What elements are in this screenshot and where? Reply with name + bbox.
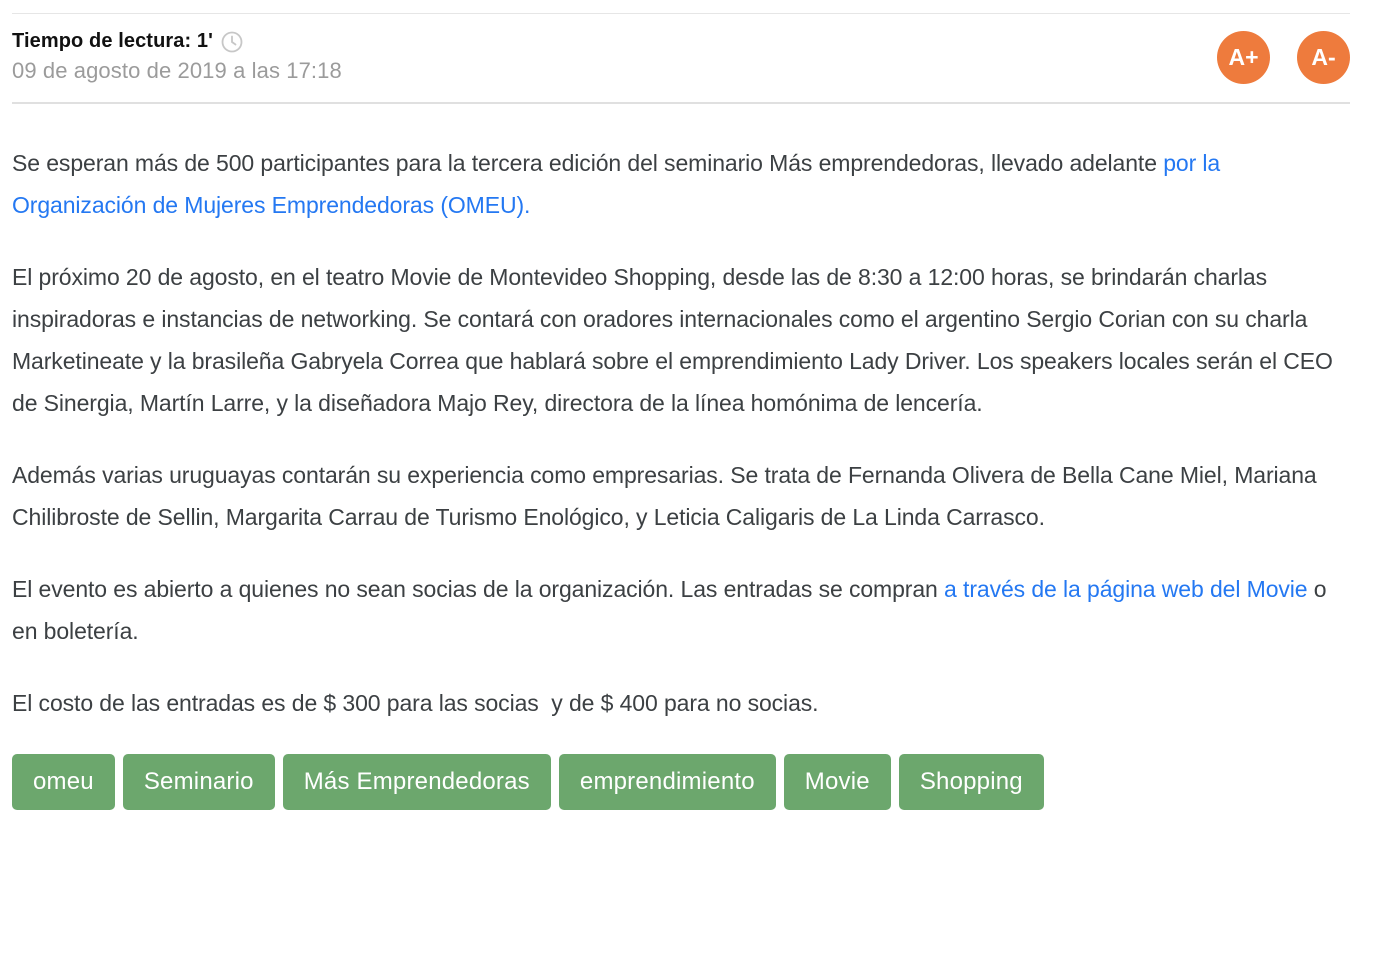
tag-button[interactable]: emprendimiento [559,754,776,810]
paragraph-text: El costo de las entradas es de $ 300 para las socias y de $ 400 para no socias. [12,690,819,716]
tag-button[interactable]: Movie [784,754,891,810]
article-date: 09 de agosto de 2019 a las 17:18 [12,58,342,83]
reading-time-label: Tiempo de lectura: 1' [12,30,213,52]
font-increase-button[interactable]: A+ [1217,31,1270,84]
paragraph-text: El evento es abierto a quienes no sean socias de la organización. Las entradas se compran [12,576,945,602]
font-size-controls [1217,31,1350,84]
tag-button[interactable]: omeu [12,754,115,810]
tag-button[interactable]: Shopping [899,754,1044,810]
article-body [12,104,1347,724]
paragraph-text: Además varias uruguayas contarán su experiencia como empresarias. Se trata de Fernanda Olivera de Bella Cane Miel, Mariana Chilibroste de Sellin, Margarita Carrau de Turismo Enológico, y Leticia Caligaris de La Linda Carrasco. [12,462,1323,530]
reading-time-line [12,30,342,53]
tag-button[interactable]: Más Emprendedoras [283,754,551,810]
inline-link[interactable]: a través de la página web del Movie [944,576,1308,602]
article-paragraph [12,142,1347,226]
article-paragraph [12,454,1347,538]
paragraph-text: o en boletería. [12,576,1333,644]
paragraph-text: El próximo 20 de agosto, en el teatro Movie de Montevideo Shopping, desde las de 8:30 a 12:00 horas, se brindarán charlas inspiradoras e instancias de networking. Se contará con oradores internacionales como el argentino Sergio Corian con su charla Marketineate y la brasileña Gabryela Correa que hablará sobre el emprendimiento Lady Driver. Los speakers locales serán el CEO de Sinergia, Martín Larre, y la diseñadora Majo Rey, directora de la línea homónima de lencería. [12,264,1340,416]
tag-button[interactable]: Seminario [123,754,275,810]
paragraph-text: Se esperan más de 500 participantes para la tercera edición del seminario Más emprendedoras, llevado adelante [12,150,1164,176]
article-paragraph [12,256,1347,424]
inline-link[interactable]: por la Organización de Mujeres Emprendedoras (OMEU). [12,150,1227,218]
article-paragraph [12,568,1347,652]
clock-icon [221,31,243,53]
article-meta-info [12,30,342,84]
tag-list [12,754,1350,810]
article-meta-bar [12,14,1350,102]
font-decrease-button[interactable]: A- [1297,31,1350,84]
article-paragraph [12,682,1347,724]
